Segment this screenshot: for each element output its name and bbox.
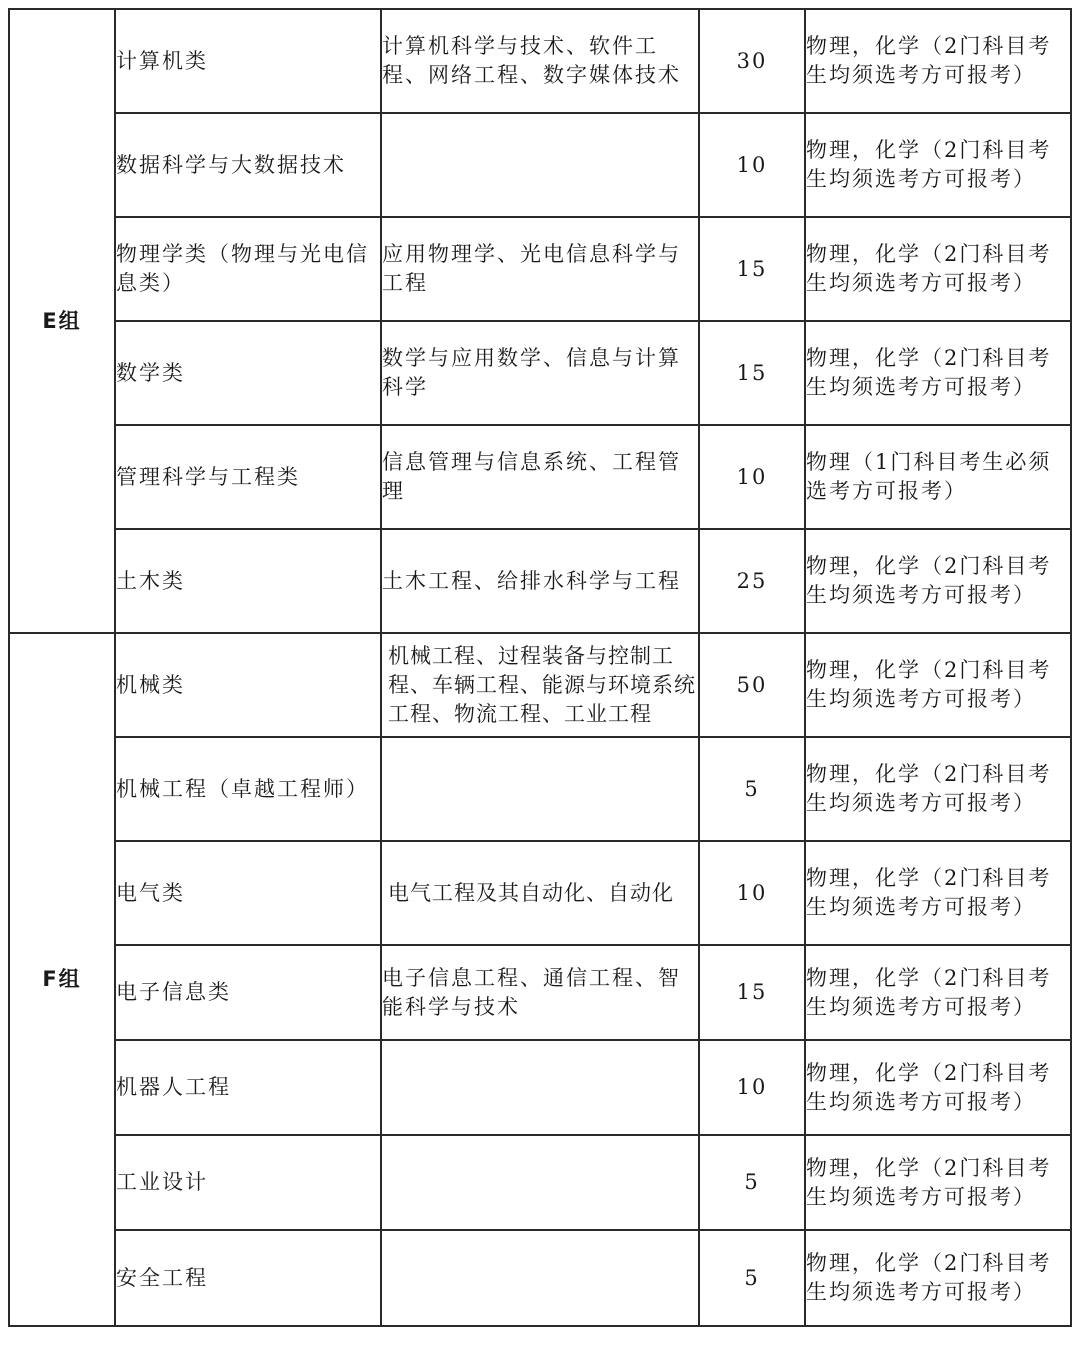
requirement-cell: 物理，化学（2门科目考生均须选考方可报考） [805, 945, 1071, 1040]
category-cell: 物理学类（物理与光电信息类） [115, 217, 381, 321]
category-cell: 机械类 [115, 633, 381, 737]
category-cell: 计算机类 [115, 9, 381, 113]
admissions-table [8, 8, 1072, 1327]
category-cell: 机器人工程 [115, 1040, 381, 1135]
count-cell: 30 [699, 9, 805, 113]
requirement-cell: 物理，化学（2门科目考生均须选考方可报考） [805, 529, 1071, 633]
requirement-cell: 物理，化学（2门科目考生均须选考方可报考） [805, 217, 1071, 321]
count-cell: 10 [699, 425, 805, 529]
table-row [9, 1040, 1071, 1135]
majors-cell [381, 737, 699, 841]
majors-cell [381, 1135, 699, 1230]
requirement-cell: 物理，化学（2门科目考生均须选考方可报考） [805, 1230, 1071, 1326]
group-label-e: E组 [9, 9, 115, 633]
table-row [9, 737, 1071, 841]
category-cell: 安全工程 [115, 1230, 381, 1326]
table-row [9, 841, 1071, 945]
majors-cell [381, 1230, 699, 1326]
table-row [9, 9, 1071, 113]
category-cell: 管理科学与工程类 [115, 425, 381, 529]
count-cell: 10 [699, 113, 805, 217]
majors-cell: 电气工程及其自动化、自动化 [381, 841, 699, 945]
requirement-cell: 物理，化学（2门科目考生均须选考方可报考） [805, 737, 1071, 841]
category-cell: 数学类 [115, 321, 381, 425]
category-cell: 数据科学与大数据技术 [115, 113, 381, 217]
count-cell: 10 [699, 841, 805, 945]
majors-cell: 土木工程、给排水科学与工程 [381, 529, 699, 633]
requirement-cell: 物理，化学（2门科目考生均须选考方可报考） [805, 321, 1071, 425]
majors-cell: 计算机科学与技术、软件工程、网络工程、数字媒体技术 [381, 9, 699, 113]
requirement-cell: 物理，化学（2门科目考生均须选考方可报考） [805, 9, 1071, 113]
majors-cell: 数学与应用数学、信息与计算科学 [381, 321, 699, 425]
count-cell: 5 [699, 1135, 805, 1230]
table-row [9, 1230, 1071, 1326]
table-row [9, 529, 1071, 633]
majors-cell [381, 1040, 699, 1135]
count-cell: 5 [699, 737, 805, 841]
majors-cell: 电子信息工程、通信工程、智能科学与技术 [381, 945, 699, 1040]
requirement-cell: 物理，化学（2门科目考生均须选考方可报考） [805, 1040, 1071, 1135]
category-cell: 电子信息类 [115, 945, 381, 1040]
group-label-f: F组 [9, 633, 115, 1326]
table-row [9, 425, 1071, 529]
count-cell: 25 [699, 529, 805, 633]
count-cell: 50 [699, 633, 805, 737]
category-cell: 工业设计 [115, 1135, 381, 1230]
category-cell: 土木类 [115, 529, 381, 633]
requirement-cell: 物理（1门科目考生必须选考方可报考） [805, 425, 1071, 529]
table-row [9, 113, 1071, 217]
requirement-cell: 物理，化学（2门科目考生均须选考方可报考） [805, 1135, 1071, 1230]
majors-cell: 信息管理与信息系统、工程管理 [381, 425, 699, 529]
count-cell: 5 [699, 1230, 805, 1326]
count-cell: 10 [699, 1040, 805, 1135]
table-row [9, 321, 1071, 425]
requirement-cell: 物理，化学（2门科目考生均须选考方可报考） [805, 113, 1071, 217]
majors-cell: 应用物理学、光电信息科学与工程 [381, 217, 699, 321]
majors-cell [381, 113, 699, 217]
table-row [9, 1135, 1071, 1230]
requirement-cell: 物理，化学（2门科目考生均须选考方可报考） [805, 633, 1071, 737]
requirement-cell: 物理，化学（2门科目考生均须选考方可报考） [805, 841, 1071, 945]
majors-cell: 机械工程、过程装备与控制工程、车辆工程、能源与环境系统工程、物流工程、工业工程 [381, 633, 699, 737]
category-cell: 机械工程（卓越工程师） [115, 737, 381, 841]
count-cell: 15 [699, 217, 805, 321]
count-cell: 15 [699, 945, 805, 1040]
table-row [9, 945, 1071, 1040]
table-row [9, 217, 1071, 321]
table-row [9, 633, 1071, 737]
category-cell: 电气类 [115, 841, 381, 945]
count-cell: 15 [699, 321, 805, 425]
